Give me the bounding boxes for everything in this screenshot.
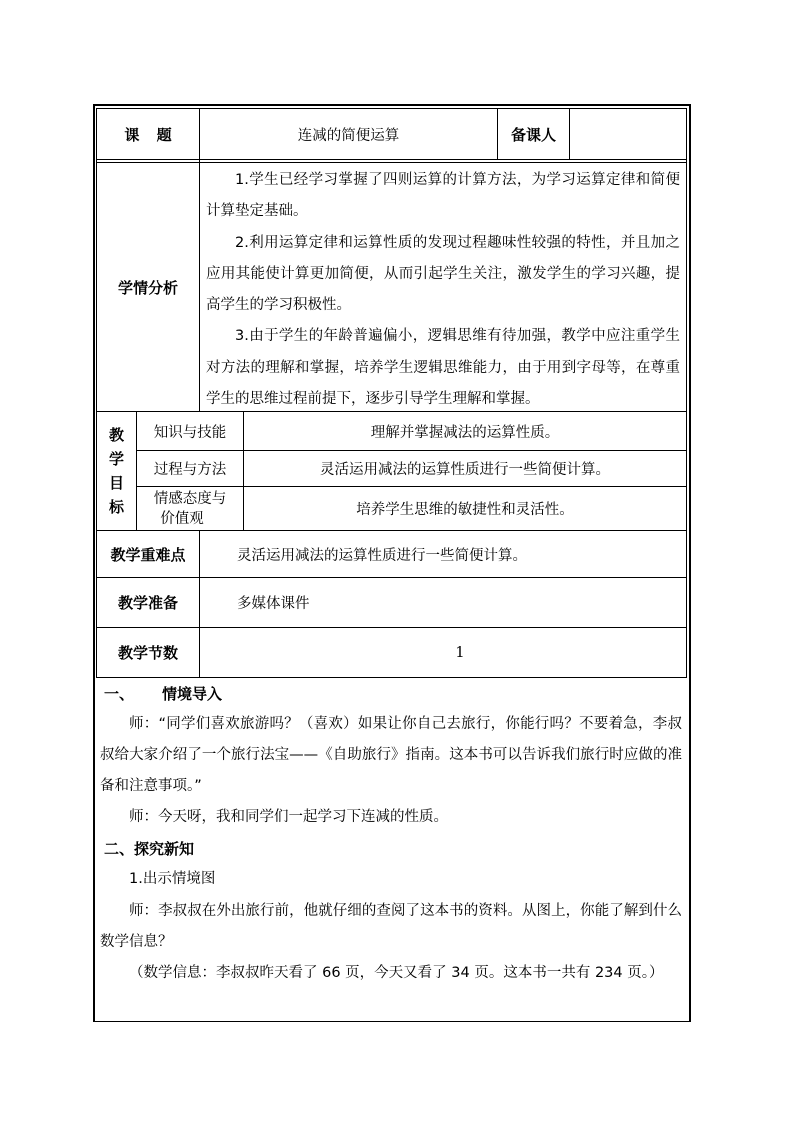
row-divider bbox=[96, 677, 687, 678]
objective-label-attitude-line2: 价值观 bbox=[160, 510, 204, 527]
analysis-paragraph: 3.由于学生的年龄普遍偏小，逻辑思维有待加强，教学中应注重学生对方法的理解和掌握，培养学生逻辑思维能力，由于用到字母等，在尊重学生的思维过程前提下，逐步引导学生理解和掌握。 bbox=[206, 328, 680, 408]
table-top-border bbox=[93, 104, 690, 106]
section1-heading bbox=[104, 679, 222, 707]
analysis-paragraph: 1.学生已经学习掌握了四则运算的计算方法，为学习运算定律和简便计算垫定基础。 bbox=[206, 172, 680, 220]
row-divider bbox=[96, 159, 687, 160]
preparation-value: 多媒体课件 bbox=[237, 596, 310, 612]
sessions-value: 1 bbox=[455, 644, 465, 661]
body-paragraph-3: 1.出示情境图 bbox=[129, 871, 216, 887]
analysis-content bbox=[206, 165, 680, 415]
objective-label-process: 过程与方法 bbox=[153, 462, 227, 478]
objective-value-attitude: 培养学生思维的敏捷性和灵活性。 bbox=[356, 502, 574, 518]
objective-label-attitude bbox=[137, 487, 243, 530]
preparer-label: 备课人 bbox=[510, 125, 556, 144]
topic-value: 连减的简便运算 bbox=[297, 127, 400, 144]
preparer-value bbox=[570, 109, 686, 159]
body-paragraph-5: （数学信息：李叔叔昨天看了 66 页，今天又看了 34 页。这本书一共有 234 页。） bbox=[129, 965, 664, 981]
objective-value-process: 灵活运用减法的运算性质进行一些简便计算。 bbox=[320, 462, 610, 478]
objective-label-knowledge: 知识与技能 bbox=[153, 424, 227, 441]
body-paragraph-1: 师：“同学们喜欢旅游吗？（喜欢）如果让你自己去旅行，你能行吗？不要着急，李叔叔给大家介绍了一个旅行法宝——《自助旅行》指南。这本书可以告诉我们旅行时应做的准备和注意事项。” bbox=[100, 716, 682, 794]
body-paragraph-4: 师：李叔叔在外出旅行前，他就仔细的查阅了这本书的资料。从图上，你能了解到什么数学信息？ bbox=[100, 903, 682, 950]
table-left-border bbox=[93, 104, 95, 1022]
body-paragraph-2: 师：今天呀，我和同学们一起学习下连减的性质。 bbox=[129, 809, 448, 825]
table-bottom-border bbox=[93, 1021, 690, 1022]
sessions-label: 教学节数 bbox=[117, 644, 178, 662]
objective-label-attitude-line1: 情感态度与 bbox=[153, 490, 227, 507]
key-points-value: 灵活运用减法的运算性质进行一些简便计算。 bbox=[237, 547, 527, 564]
objectives-label-text: 教学目标 bbox=[108, 426, 124, 516]
preparation-label: 教学准备 bbox=[117, 594, 178, 612]
key-points-label: 教学重难点 bbox=[110, 545, 186, 564]
objectives-label bbox=[97, 412, 136, 530]
table-right-border bbox=[689, 104, 691, 1022]
table-inner-right-border bbox=[686, 108, 687, 678]
objective-value-knowledge: 理解并掌握减法的运算性质。 bbox=[370, 424, 560, 441]
analysis-label: 学情分析 bbox=[117, 278, 178, 297]
section1-title: 情境导入 bbox=[162, 684, 223, 703]
analysis-paragraph: 2.利用运算定律和运算性质的发现过程趣味性较强的特性，并且加之应用其能使计算更加简便，从而引起学生关注，激发学生的学习兴趣，提高学生的学习积极性。 bbox=[206, 234, 680, 314]
section2-heading: 二、探究新知 bbox=[104, 839, 195, 858]
section1-number: 一、 bbox=[104, 684, 135, 703]
topic-label: 课 题 bbox=[124, 125, 172, 144]
